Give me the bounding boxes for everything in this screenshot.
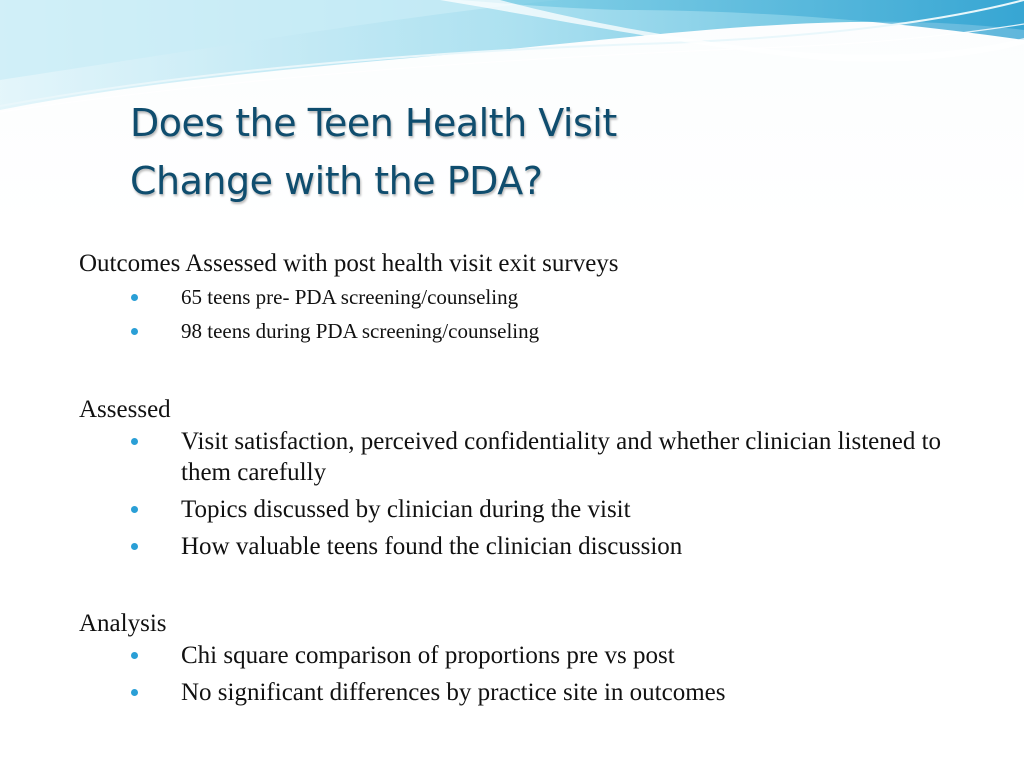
list-item-text: 65 teens pre- PDA screening/counseling [181, 285, 519, 309]
bullet-icon [131, 294, 138, 301]
section-assessed [79, 394, 979, 562]
list-item [79, 426, 979, 488]
bullet-icon [131, 506, 138, 513]
bullet-icon [131, 543, 138, 550]
list-item [79, 640, 979, 671]
bullet-list [79, 640, 979, 708]
section-heading: Assessed [79, 396, 171, 423]
list-item-text: 98 teens during PDA screening/counseling [181, 319, 540, 343]
list-item [79, 280, 979, 314]
list-item-text: How valuable teens found the clinician discussion [181, 533, 683, 560]
list-item-text: Chi square comparison of proportions pre vs post [181, 642, 675, 669]
list-item-text: Visit satisfaction, perceived confidentiality and whether clinician listened to them carefully [181, 428, 942, 486]
list-item-text: Topics discussed by clinician during the visit [181, 496, 631, 523]
section-heading: Outcomes Assessed with post health visit exit surveys [79, 250, 619, 277]
list-item [79, 531, 979, 562]
title-line-1: Does the Teen Health Visit [130, 101, 617, 145]
bullet-list [79, 280, 979, 348]
title-line-2: Change with the PDA? [130, 159, 543, 203]
bullet-list [79, 426, 979, 562]
slide-title [130, 94, 617, 210]
list-item-text: No significant differences by practice site in outcomes [181, 679, 726, 706]
slide-body [79, 248, 979, 714]
bullet-icon [131, 438, 138, 445]
bullet-icon [131, 328, 138, 335]
list-item [79, 314, 979, 348]
bullet-icon [131, 689, 138, 696]
section-outcomes [79, 248, 979, 348]
section-heading: Analysis [79, 610, 167, 637]
section-analysis [79, 608, 979, 708]
bullet-icon [131, 652, 138, 659]
list-item [79, 677, 979, 708]
list-item [79, 494, 979, 525]
